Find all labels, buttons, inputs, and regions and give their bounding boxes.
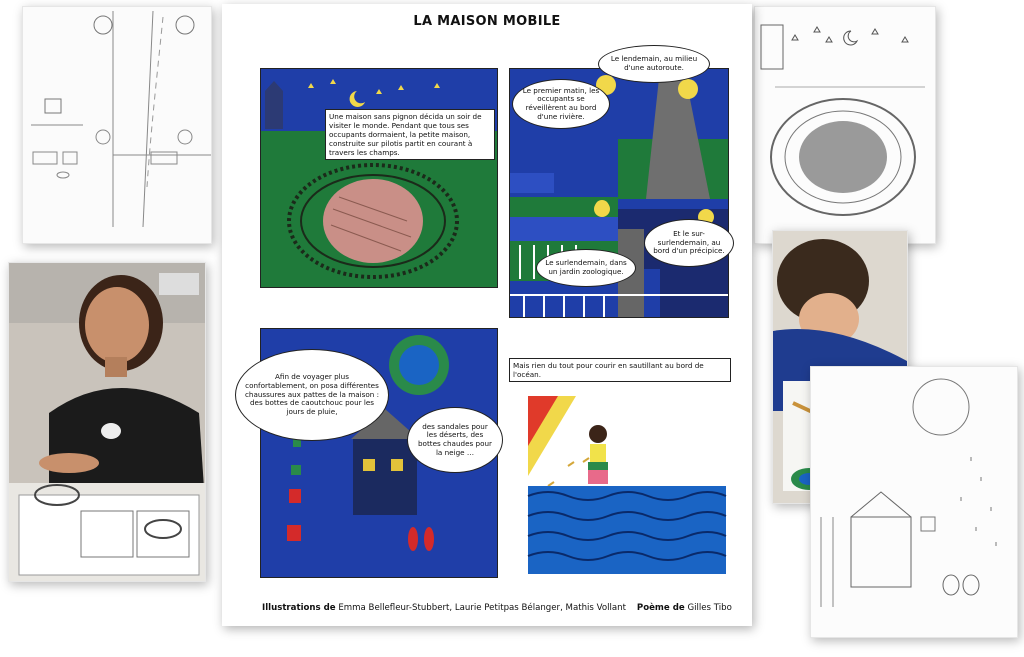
sketch-house-photo bbox=[810, 366, 1018, 638]
panel-2-bubble-right: Et le sur-surlendemain, au bord d'un précipice. bbox=[644, 219, 734, 267]
poster-credits bbox=[262, 603, 752, 613]
panel-1-drawing bbox=[261, 69, 497, 287]
panel-2-bubble-bottom: Le surlendemain, dans un jardin zoologique. bbox=[536, 249, 636, 287]
panel-4-drawing bbox=[528, 396, 726, 574]
comic-poster bbox=[222, 4, 752, 626]
night-sketch-drawing bbox=[755, 7, 935, 243]
sketch-road-photo bbox=[22, 6, 212, 244]
panel-3-bubble-right: des sandales pour les déserts, des bottes chaudes pour la neige … bbox=[407, 407, 503, 473]
student-girl-photo bbox=[8, 262, 206, 582]
panel-3-bubble-left: Afin de voyager plus confortablement, on posa différentes chaussures aux pattes de la maison : des bottes de caoutchouc pour les jours de pluie, bbox=[235, 349, 389, 441]
panel-2-bubble-top: Le lendemain, au milieu d'une autoroute. bbox=[598, 45, 710, 83]
student-girl-image bbox=[9, 263, 205, 581]
poster-title: LA MAISON MOBILE bbox=[413, 14, 561, 29]
panel-4-caption: Mais rien du tout pour courir en sautillant au bord de l'océan. bbox=[509, 358, 731, 382]
illustrations-label: Illustrations de bbox=[262, 603, 336, 613]
road-sketch-drawing bbox=[23, 7, 211, 243]
panel-2-bubble-left: Le premier matin, les occupants se réveillèrent au bord d'une rivière. bbox=[512, 79, 610, 129]
poet-name: Gilles Tibo bbox=[687, 603, 732, 613]
panel-2 bbox=[509, 54, 729, 318]
panel-1 bbox=[260, 68, 498, 288]
poem-label: Poème de bbox=[636, 603, 685, 613]
sketch-night-photo bbox=[754, 6, 936, 244]
panel-3 bbox=[244, 328, 498, 578]
panel-4 bbox=[528, 396, 726, 574]
house-sketch-drawing bbox=[811, 367, 1017, 637]
illustrators-names: Emma Bellefleur-Stubbert, Laurie Petitpas Bélanger, Mathis Vollant bbox=[338, 603, 626, 613]
panel-1-caption: Une maison sans pignon décida un soir de visiter le monde. Pendant que tous ses occupants dormaient, la petite maison, construite sur pilotis partit en courant à travers les champs. bbox=[325, 109, 495, 160]
